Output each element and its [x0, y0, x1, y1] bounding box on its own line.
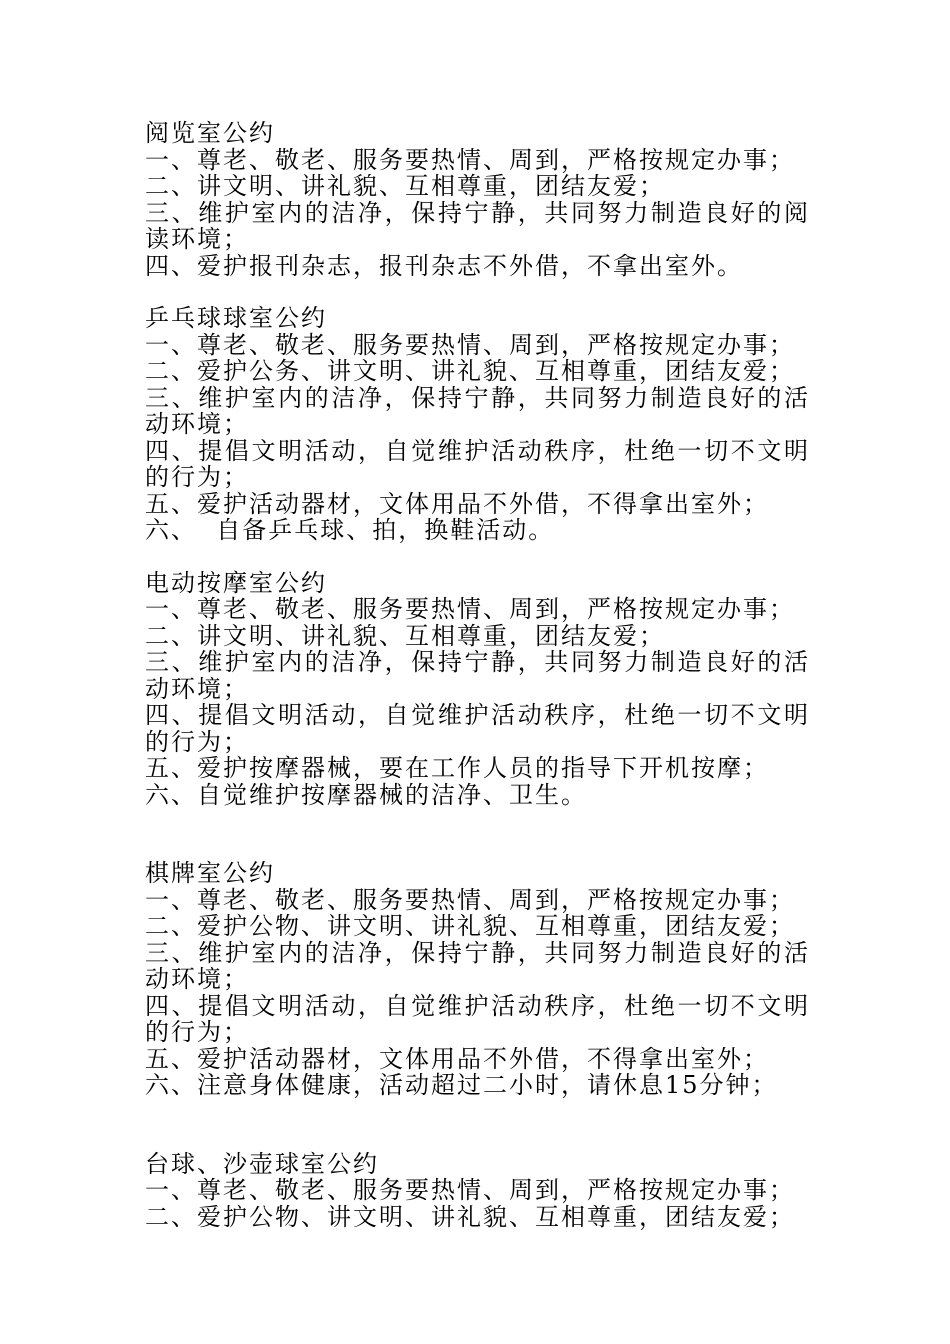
section-title: 棋牌室公约	[145, 859, 275, 887]
section-spacer	[145, 1099, 810, 1151]
rule-item: 三、维护室内的洁净，保持宁静，共同努力制造良好的阅读环境；	[145, 198, 810, 253]
document-page	[145, 120, 810, 1230]
rule-item: 一、尊老、敬老、服务要热情、周到，严格按规定办事；	[145, 1176, 795, 1204]
section-title: 乒乓球球室公约	[145, 304, 327, 332]
rule-item: 五、爱护活动器材，文体用品不外借，不得拿出室外；	[145, 1044, 769, 1073]
rule-item: 四、爱护报刊杂志，报刊杂志不外借，不拿出室外。	[145, 251, 743, 280]
section-title: 阅览室公约	[145, 119, 275, 147]
rule-item: 三、维护室内的洁净，保持宁静，共同努力制造良好的活动环境；	[145, 938, 810, 993]
section-title: 电动按摩室公约	[145, 568, 327, 597]
section-billiards-room	[145, 1151, 810, 1231]
rule-item: 二、爱护公物、讲文明、讲礼貌、互相尊重，团结友爱；	[145, 1202, 795, 1231]
section-reading-room	[145, 120, 810, 279]
section-massage-room	[145, 570, 810, 809]
section-title: 台球、沙壶球室公约	[145, 1149, 379, 1178]
rule-item: 三、维护室内的洁净，保持宁静，共同努力制造良好的活动环境；	[145, 648, 810, 703]
rule-item: 一、尊老、敬老、服务要热情、周到，严格按规定办事；	[145, 885, 795, 914]
rule-item: 二、爱护公务、讲文明、讲礼貌、互相尊重，团结友爱；	[145, 357, 795, 385]
section-spacer	[145, 279, 810, 305]
rule-item: 四、提倡文明活动，自觉维护活动秩序，杜绝一切不文明的行为；	[145, 991, 810, 1046]
rule-item: 五、爱护活动器材，文体用品不外借，不得拿出室外；	[145, 489, 769, 518]
rule-item: 五、爱护按摩器械，要在工作人员的指导下开机按摩；	[145, 754, 769, 782]
rule-item: 四、提倡文明活动，自觉维护活动秩序，杜绝一切不文明的行为；	[145, 701, 810, 756]
rule-item: 一、尊老、敬老、服务要热情、周到，严格按规定办事；	[145, 145, 795, 174]
section-ping-pong-room	[145, 305, 810, 544]
rule-item: 二、讲文明、讲礼貌、互相尊重，团结友爱；	[145, 172, 665, 200]
section-spacer	[145, 544, 810, 570]
rule-item: 一、尊老、敬老、服务要热情、周到，严格按规定办事；	[145, 330, 795, 359]
rule-item: 六、 自备乒乓球、拍，换鞋活动。	[145, 516, 555, 544]
rule-item: 二、爱护公物、讲文明、讲礼貌、互相尊重，团结友爱；	[145, 912, 795, 940]
rule-item: 三、维护室内的洁净，保持宁静，共同努力制造良好的活动环境；	[145, 383, 810, 438]
section-chess-card-room	[145, 860, 810, 1099]
section-spacer	[145, 808, 810, 860]
rule-item: 六、注意身体健康，活动超过二小时，请休息15分钟；	[145, 1071, 778, 1099]
rule-item: 四、提倡文明活动，自觉维护活动秩序，杜绝一切不文明的行为；	[145, 436, 810, 491]
rule-item: 二、讲文明、讲礼貌、互相尊重，团结友爱；	[145, 621, 665, 650]
rule-item: 六、自觉维护按摩器械的洁净、卫生。	[145, 780, 587, 809]
rule-item: 一、尊老、敬老、服务要热情、周到，严格按规定办事；	[145, 595, 795, 623]
